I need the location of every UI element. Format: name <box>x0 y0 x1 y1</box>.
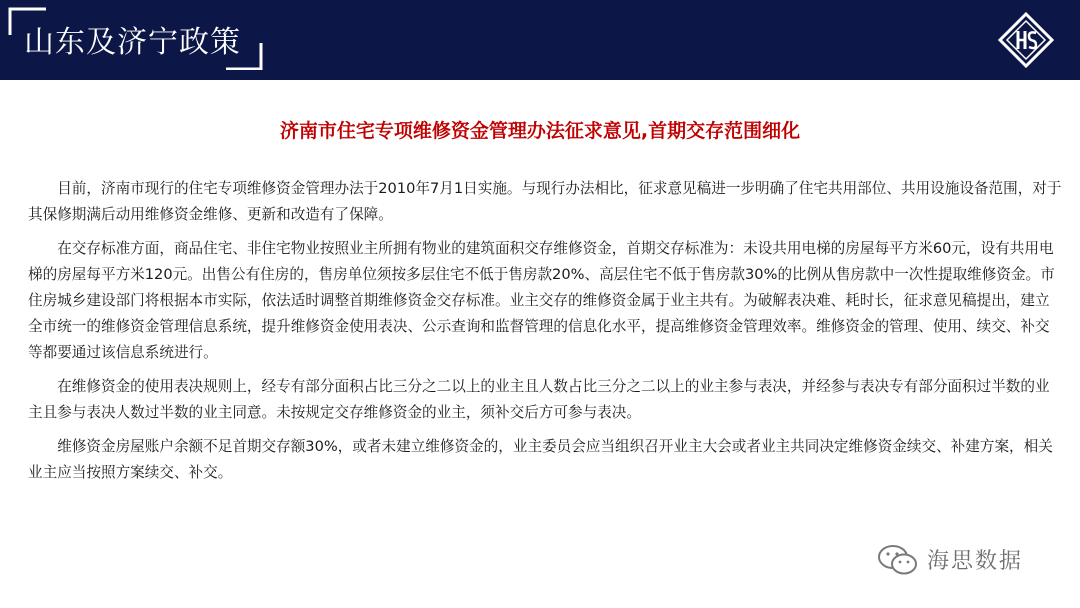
article-body <box>28 176 1064 494</box>
watermark <box>877 540 1057 580</box>
title-box <box>8 7 263 70</box>
page-title: 山东及济宁政策 <box>24 25 241 60</box>
hs-logo-icon <box>998 12 1054 68</box>
article-paragraph: 在维修资金的使用表决规则上，经专有部分面积占比三分之二以上的业主且人数占比三分之二以上的业主参与表决，并经参与表决专有部分面积过半数的业主且参与表决人数过半数的业主同意。未按规定交存维修资金的业主，须补交后方可参与表决。 <box>28 378 1050 421</box>
article-paragraph: 在交存标准方面，商品住宅、非住宅物业按照业主所拥有物业的建筑面积交存维修资金，首期交存标准为：未设共用电梯的房屋每平方米60元，设有共用电梯的房屋每平方米120元。出售公有住房的，售房单位须按多层住宅不低于售房款20%、高层住宅不低于售房款30%的比例从售房款中一次性提取维修资金。市住房城乡建设部门将根据本市实际，依法适时调整首期维修资金交存标准。业主交存的维修资金属于业主共有。为破解表决难、耗时长，征求意见稿提出，建立全市统一的维修资金管理信息系统，提升维修资金使用表决、公示查询和监督管理的信息化水平，提高维修资金管理效率。维修资金的管理、使用、续交、补交等都要通过该信息系统进行。 <box>28 240 1055 361</box>
content-area <box>0 80 1080 608</box>
article-title: 济南市住宅专项维修资金管理办法征求意见,首期交存范围细化 <box>279 120 801 142</box>
wechat-icon <box>877 543 919 577</box>
article-paragraph: 目前，济南市现行的住宅专项维修资金管理办法于2010年7月1日实施。与现行办法相比，征求意见稿进一步明确了住宅共用部位、共用设施设备范围，对于其保修期满后动用维修资金维修、更新和改造有了保障。 <box>28 180 1062 223</box>
watermark-text: 海思数据 <box>927 549 1024 574</box>
article-paragraph: 维修资金房屋账户余额不足首期交存额30%，或者未建立维修资金的，业主委员会应当组织召开业主大会或者业主共同决定维修资金续交、补建方案，相关业主应当按照方案续交、补交。 <box>28 438 1053 481</box>
header-banner <box>0 0 1080 80</box>
